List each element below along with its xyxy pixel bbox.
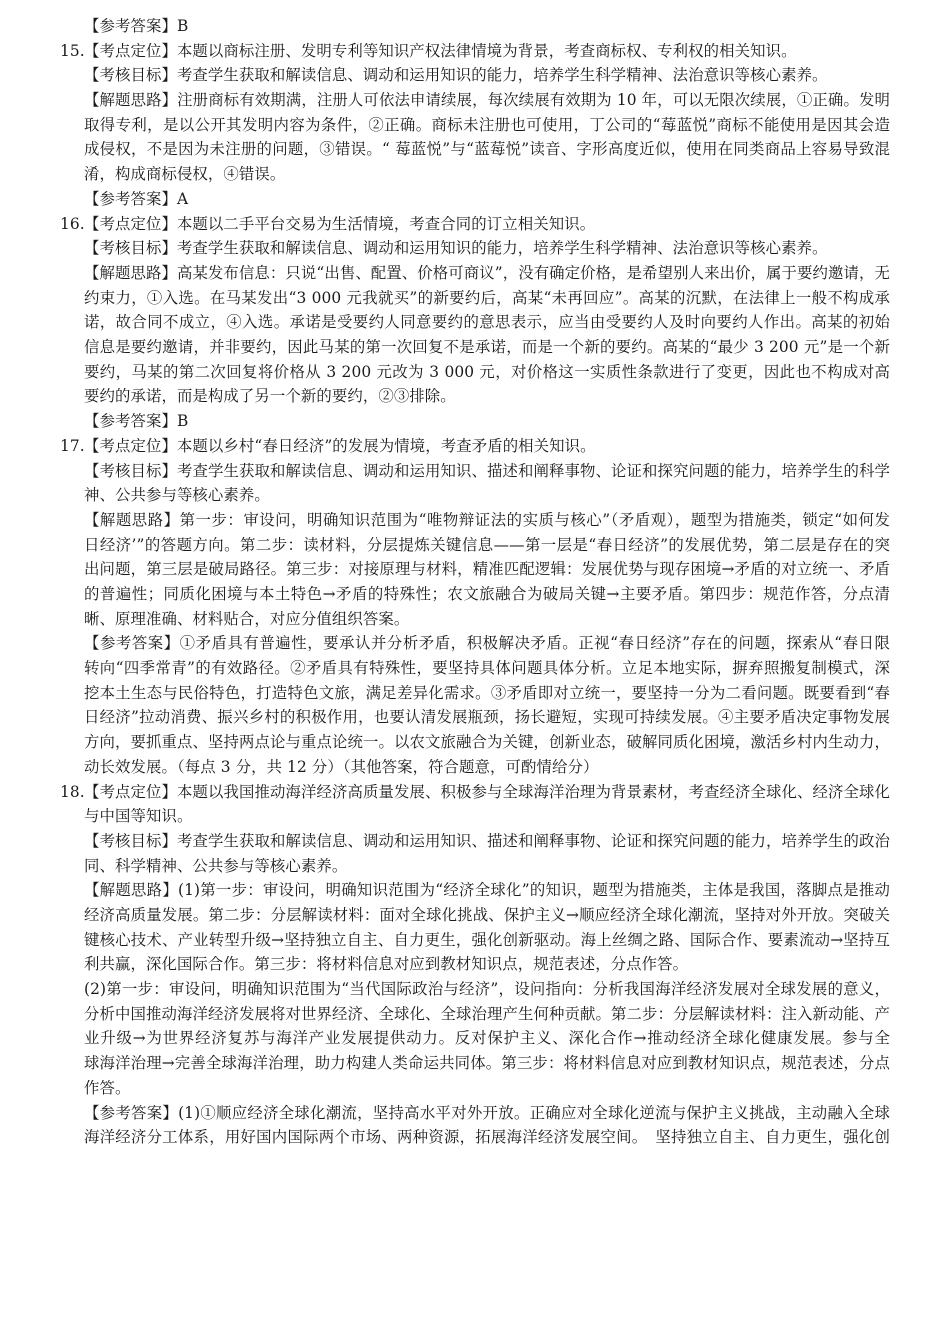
line-text: 的普遍性；同质化困境与本土特色→矛盾的特殊性；农文旅融合为破局关键→主要矛盾。第四步：规范作答，分点清 — [84, 584, 890, 603]
line-text: 经济高质量发展。第二步：分层解读材料：面对全球化挑战、保护主义→顺应经济全球化潮流，坚持对外开放。突破关 — [84, 905, 890, 924]
text-line — [60, 483, 890, 508]
text-line — [60, 360, 890, 385]
line-text: 日经济”拉动消费、振兴乡村的积极作用，也要认清发展瓶颈，扬长避短，实现可持续发展。④主要矛盾决定事物发展 — [84, 708, 890, 727]
answer-block-q15 — [60, 39, 890, 212]
document-page — [60, 14, 890, 1150]
answer-block-q17 — [60, 434, 890, 780]
text-line — [60, 780, 890, 805]
line-text: 【考点定位】本题以商标注册、发明专利等知识产权法律情境为背景，考查商标权、专利权的相关知识。 — [84, 41, 797, 60]
line-text: 出问题，第三层是破局路径。第三步：对接原理与材料，精准匹配逻辑：发展优势与现存困境→矛盾的对立统一、矛盾 — [84, 560, 890, 579]
answer-block-q18 — [60, 780, 890, 1150]
line-text: 转向“四季常青”的有效路径。②矛盾具有特殊性，要坚持具体问题具体分析。立足本地实际，摒弃照搬复制模式，深 — [84, 659, 890, 678]
line-text: 【考点定位】本题以二手平台交易为生活情境，考查合同的订立相关知识。 — [84, 214, 596, 233]
line-text: 【考点定位】本题以乡村“春日经济”的发展为情境，考查矛盾的相关知识。 — [84, 436, 596, 455]
text-line — [60, 236, 890, 261]
text-line — [60, 1101, 890, 1126]
line-text: 【考核目标】考查学生获取和解读信息、调动和运用知识的能力，培养学生科学精神、法治意识等核心素养。 — [84, 66, 828, 85]
text-line — [60, 261, 890, 286]
question-number: 17. — [60, 436, 85, 455]
text-line — [60, 1076, 890, 1101]
text-line — [60, 459, 890, 484]
text-line — [60, 656, 890, 681]
text-line — [60, 1026, 890, 1051]
text-line — [60, 212, 890, 237]
text-line — [60, 335, 890, 360]
question-number: 16. — [60, 214, 85, 233]
text-line — [60, 705, 890, 730]
line-text: 要约，马某的第二次回复将价格从 3 200 元改为 3 000 元，对价格这一实质性条款进行了变更，因此也不构成对高 — [84, 362, 890, 381]
text-line — [60, 1002, 890, 1027]
line-text: 作答。 — [84, 1078, 131, 1097]
text-line — [60, 631, 890, 656]
text-line — [60, 1125, 890, 1150]
line-text: 动长效发展。（每点 3 分，共 12 分）（其他答案，符合题意，可酌情给分） — [84, 757, 599, 776]
text-line — [60, 829, 890, 854]
text-line — [60, 903, 890, 928]
line-text: 【解题思路】(1)第一步：审设问，明确知识范围为“经济全球化”的知识，题型为措施类，主体是我国，落脚点是推动 — [84, 881, 890, 900]
text-line — [60, 804, 890, 829]
line-text: 【考点定位】本题以我国推动海洋经济高质量发展、积极参与全球海洋治理为背景素材，考查经济全球化、经济全球化 — [84, 782, 890, 801]
text-line — [60, 434, 890, 459]
text-line — [60, 952, 890, 977]
line-text: 与中国等知识。 — [84, 807, 193, 826]
text-line — [60, 286, 890, 311]
text-line — [60, 162, 890, 187]
line-text: 方向，要抓重点、坚持两点论与重点论统一。以农文旅融合为关键，创新业态，破解同质化困境，激活乡村内生动力， — [84, 733, 890, 752]
line-text: 分析中国推动海洋经济发展将对世界经济、全球化、全球治理产生何种贡献。第二步：分层解读材料：注入新动能、产 — [84, 1004, 890, 1023]
line-text: 业升级→为世界经济复苏与海洋产业发展提供动力。反对保护主义、深化合作→推动经济全球化健康发展。参与全 — [84, 1029, 890, 1048]
text-line — [60, 730, 890, 755]
line-text: 【考核目标】考查学生获取和解读信息、调动和运用知识的能力，培养学生科学精神、法治意识等核心素养。 — [84, 239, 828, 258]
text-line — [60, 409, 890, 434]
line-text: (2)第一步：审设问，明确知识范围为“当代国际政治与经济”，设问指向：分析我国海洋经济发展对全球发展的意义， — [84, 980, 890, 999]
answer-block-b1 — [60, 14, 890, 39]
line-text: 诺，故合同不成立，④入选。承诺是受要约人同意要约的意思表示，应当由受要约人及时向要约人作出。高某的初始 — [84, 313, 890, 332]
text-line — [60, 607, 890, 632]
text-line — [60, 582, 890, 607]
line-text: 约束力，①入选。在马某发出“3 000 元我就买”的新要约后，高某“未再回应”。高某的沉默，在法律上一般不构成承 — [84, 288, 890, 307]
line-text: 【参考答案】①矛盾具有普遍性，要承认并分析矛盾，积极解决矛盾。正视“春日经济”存在的问题，探索从“春日限 — [84, 634, 890, 653]
text-line — [60, 384, 890, 409]
line-text: 利共赢，深化国际合作。第三步：将材料信息对应到教材知识点，规范表述，分点作答。 — [84, 955, 689, 974]
line-text: 【参考答案】B — [84, 17, 189, 35]
line-text: 【参考答案】A — [84, 189, 189, 208]
line-text: 【考核目标】考查学生获取和解读信息、调动和运用知识、描述和阐释事物、论证和探究问题的能力，培养学生的政治 — [84, 831, 890, 850]
line-text: 【参考答案】(1)①顺应经济全球化潮流，坚持高水平对外开放。正确应对全球化逆流与保护主义挑战，主动融入全球 — [84, 1103, 890, 1122]
line-text: 取得专利，是以公开其发明内容为条件，②正确。商标未注册也可使用，丁公司的“莓蓝悦”商标不能使用是因其会造 — [84, 115, 890, 134]
line-text: 成侵权，不是因为未注册的问题，③错误。“ 莓蓝悦”与“蓝莓悦”读音、字形高度近似，使用在同类商品上容易导致混 — [84, 140, 890, 159]
line-text: 键核心技术、产业转型升级→坚持独立自主、自力更生，强化创新驱动。海上丝绸之路、国际合作、要素流动→坚持互 — [84, 930, 890, 949]
line-text: 【参考答案】B — [84, 412, 189, 431]
text-line — [60, 113, 890, 138]
text-line — [60, 681, 890, 706]
line-text: 球海洋治理→完善全球海洋治理，助力构建人类命运共同体。第三步：将材料信息对应到教材知识点，规范表述，分点 — [84, 1054, 890, 1073]
line-text: 【解题思路】注册商标有效期满，注册人可依法申请续展，每次续展有效期为 10 年，可以无限次续展，①正确。发明 — [84, 91, 890, 110]
line-text: 要约的承诺，而是构成了另一个新的要约，②③排除。 — [84, 387, 456, 406]
line-text: 神、公共参与等核心素养。 — [84, 486, 270, 505]
line-text: 挖本土生态与民俗特色，打造特色文旅，满足差异化需求。③矛盾即对立统一，要坚持一分为二看问题。既要看到“春 — [84, 683, 890, 702]
line-text: 日经济’”的答题方向。第二步：读材料，分层提炼关键信息——第一层是“春日经济”的发展优势，第二层是存在的突 — [84, 535, 890, 554]
question-number: 18. — [60, 782, 85, 801]
text-line — [60, 137, 890, 162]
line-text: 【解题思路】高某发布信息：只说“出售、配置、价格可商议”，没有确定价格，是希望别人来出价，属于要约邀请，无 — [84, 263, 890, 282]
line-text: 晰、原理准确、材料贴合，对应分值组织答案。 — [84, 609, 410, 628]
text-line — [60, 63, 890, 88]
text-line — [60, 508, 890, 533]
text-line — [60, 854, 890, 879]
line-text: 淆，构成商标侵权，④错误。 — [84, 165, 286, 184]
text-line — [60, 310, 890, 335]
line-text: 同、科学精神、公共参与等核心素养。 — [84, 856, 348, 875]
text-line — [60, 1051, 890, 1076]
text-line — [60, 755, 890, 780]
text-line — [60, 878, 890, 903]
text-line — [60, 14, 890, 39]
question-number: 15. — [60, 41, 85, 60]
line-text: 【解题思路】第一步：审设问，明确知识范围为“唯物辩证法的实质与核心”（矛盾观），题型为措施类，锁定“如何发 — [84, 510, 890, 529]
line-text: 信息是要约邀请，并非要约，因此马某的第一次回复不是承诺，而是一个新的要约。高某的“最少 3 200 元”是一个新 — [84, 338, 890, 357]
answer-block-q16 — [60, 212, 890, 434]
text-line — [60, 977, 890, 1002]
text-line — [60, 88, 890, 113]
text-line — [60, 533, 890, 558]
text-line — [60, 187, 890, 212]
text-line — [60, 928, 890, 953]
line-text: 海洋经济分工体系，用好国内国际两个市场、两种资源，拓展海洋经济发展空间。 坚持独立自主、自力更生，强化创 — [84, 1128, 890, 1147]
text-line — [60, 557, 890, 582]
text-line — [60, 39, 890, 64]
line-text: 【考核目标】考查学生获取和解读信息、调动和运用知识、描述和阐释事物、论证和探究问题的能力，培养学生的科学 — [84, 461, 890, 480]
